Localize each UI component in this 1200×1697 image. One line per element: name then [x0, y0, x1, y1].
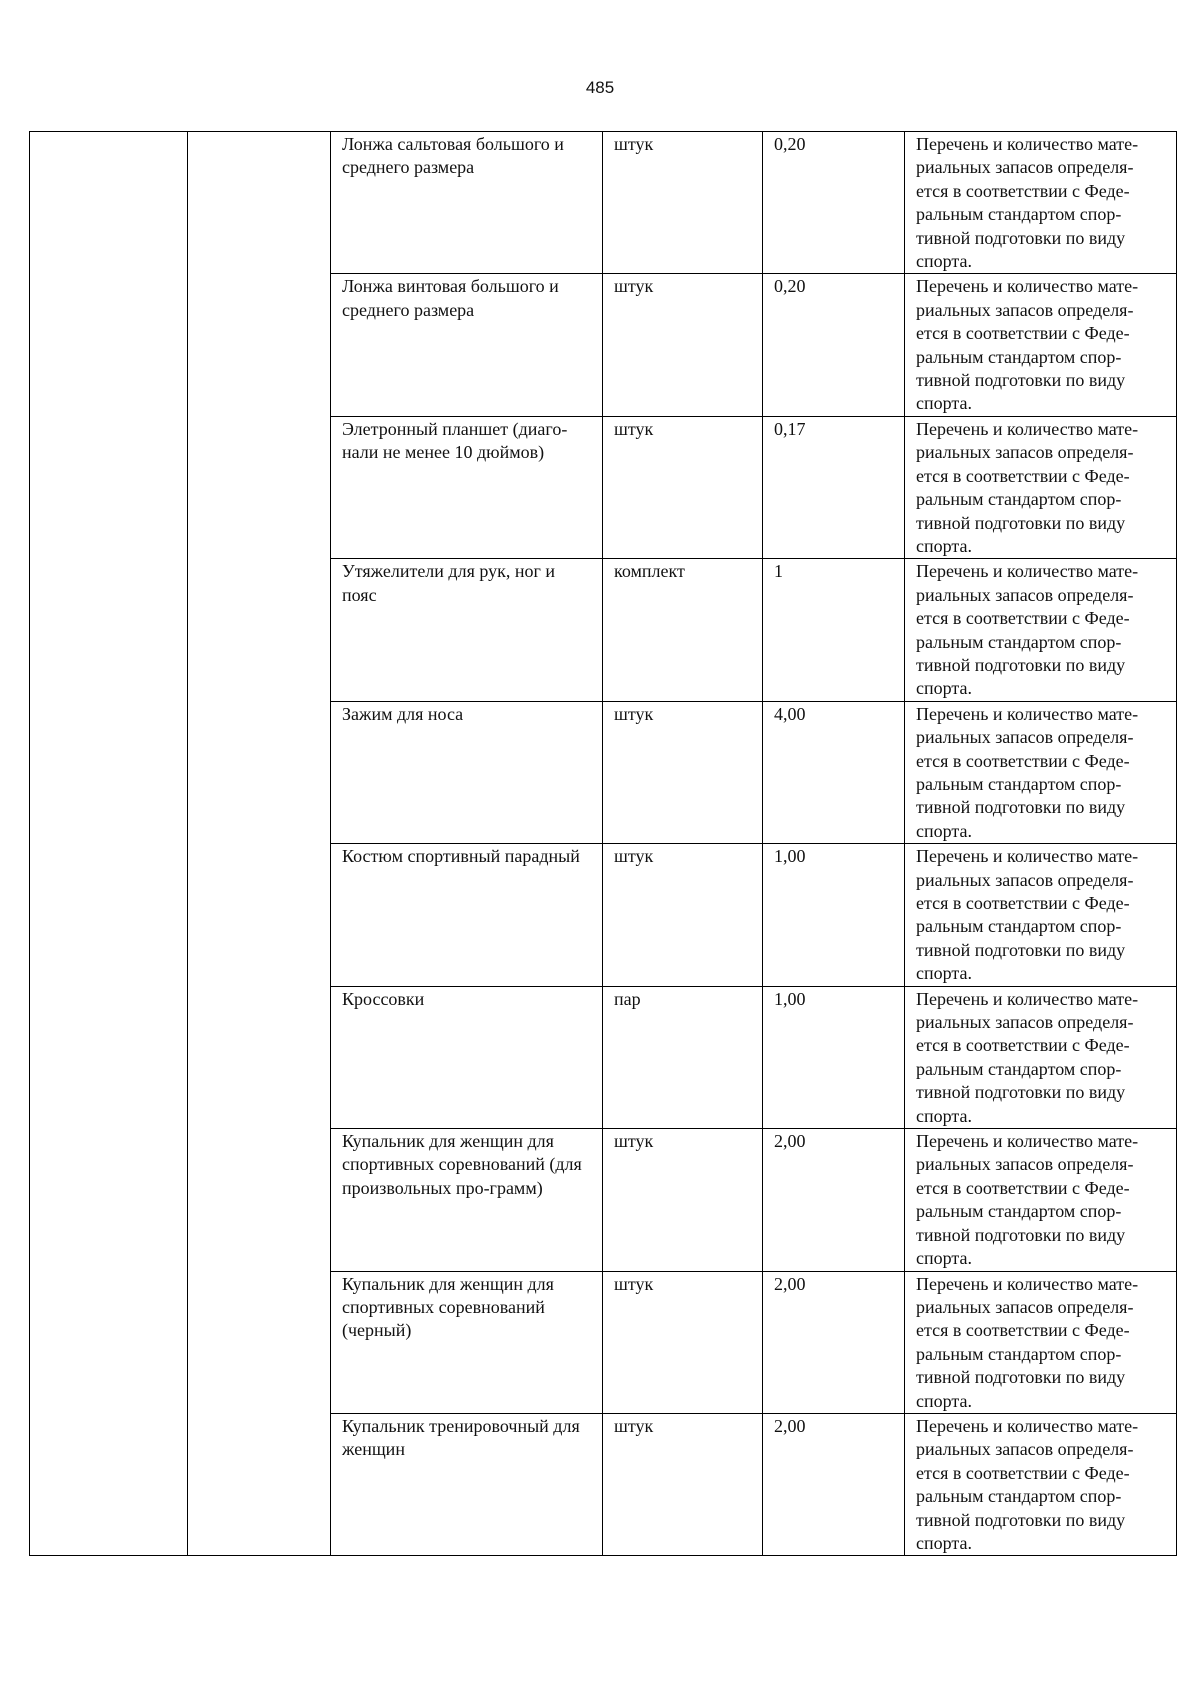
note-line: тивной подготовки по виду [916, 939, 1126, 960]
second-blank-cell [188, 132, 331, 1556]
note-line: ется в соответствии с Феде- [916, 465, 1130, 486]
note-cell [905, 274, 1177, 416]
page-number: 485 [585, 78, 615, 97]
note-line: спорта. [916, 820, 972, 841]
note-line: тивной подготовки по виду [916, 654, 1126, 675]
note-line: спорта. [916, 251, 972, 272]
note-line: ральным стандартом спор- [916, 1201, 1122, 1222]
item-name-cell: Костюм спортивный парадный [331, 844, 603, 986]
left-blank-cell [30, 132, 188, 1556]
note-line: Перечень и количество мате- [916, 418, 1139, 439]
note-cell [905, 559, 1177, 701]
note-line: спорта. [916, 535, 972, 556]
note-line: спорта. [916, 393, 972, 414]
note-line: ральным стандартом спор- [916, 773, 1122, 794]
note-line: тивной подготовки по виду [916, 370, 1126, 391]
item-name-cell: Кроссовки [331, 986, 603, 1128]
note-line: Перечень и количество мате- [916, 1415, 1139, 1436]
note-line: ется в соответствии с Феде- [916, 1462, 1130, 1483]
note-line: Перечень и количество мате- [916, 846, 1139, 867]
note-cell [905, 701, 1177, 843]
equipment-table [29, 131, 1177, 1556]
note-line: риальных запасов определя- [916, 1012, 1134, 1033]
note-line: риальных запасов определя- [916, 584, 1134, 605]
note-line: Перечень и количество мате- [916, 276, 1139, 297]
item-name-cell: Купальник тренировочный для женщин [331, 1413, 603, 1555]
note-line: Перечень и количество мате- [916, 703, 1139, 724]
table-row [30, 132, 1177, 274]
note-cell [905, 1271, 1177, 1413]
item-name-cell: Купальник для женщин для спортивных соревнований (черный) [331, 1271, 603, 1413]
unit-cell: штук [603, 1271, 763, 1413]
note-line: риальных запасов определя- [916, 727, 1134, 748]
note-line: ральным стандартом спор- [916, 916, 1122, 937]
unit-cell: штук [603, 132, 763, 274]
note-line: Перечень и количество мате- [916, 1273, 1139, 1294]
note-line: ральным стандартом спор- [916, 204, 1122, 225]
quantity-cell: 2,00 [763, 1129, 905, 1271]
quantity-cell: 1 [763, 559, 905, 701]
note-line: ется в соответствии с Феде- [916, 323, 1130, 344]
note-line: Перечень и количество мате- [916, 1131, 1139, 1152]
item-name-cell: Утяжелители для рук, ног и пояс [331, 559, 603, 701]
item-name-cell: Элетронный планшет (диаго-нали не менее 10 дюймов) [331, 416, 603, 558]
note-line: тивной подготовки по виду [916, 797, 1126, 818]
note-line: ется в соответствии с Феде- [916, 750, 1130, 771]
quantity-cell: 1,00 [763, 844, 905, 986]
note-line: риальных запасов определя- [916, 157, 1134, 178]
quantity-cell: 4,00 [763, 701, 905, 843]
note-line: спорта. [916, 1532, 972, 1553]
quantity-cell: 0,17 [763, 416, 905, 558]
note-line: тивной подготовки по виду [916, 1509, 1126, 1530]
item-name-cell: Купальник для женщин для спортивных соревнований (для произвольных про-грамм) [331, 1129, 603, 1271]
note-line: риальных запасов определя- [916, 1296, 1134, 1317]
note-line: риальных запасов определя- [916, 869, 1134, 890]
note-line: ральным стандартом спор- [916, 346, 1122, 367]
unit-cell: штук [603, 1129, 763, 1271]
note-cell [905, 986, 1177, 1128]
note-line: тивной подготовки по виду [916, 512, 1126, 533]
note-line: Перечень и количество мате- [916, 134, 1139, 154]
note-line: ральным стандартом спор- [916, 1343, 1122, 1364]
note-line: ется в соответствии с Феде- [916, 608, 1130, 629]
unit-cell: комплект [603, 559, 763, 701]
note-line: тивной подготовки по виду [916, 1224, 1126, 1245]
note-line: ется в соответствии с Феде- [916, 180, 1130, 201]
note-line: спорта. [916, 1390, 972, 1411]
note-line: ется в соответствии с Феде- [916, 1035, 1130, 1056]
note-line: спорта. [916, 678, 972, 699]
unit-cell: штук [603, 844, 763, 986]
note-line: спорта. [916, 963, 972, 984]
note-line: спорта. [916, 1248, 972, 1269]
note-cell [905, 844, 1177, 986]
unit-cell: штук [603, 416, 763, 558]
unit-cell: штук [603, 701, 763, 843]
quantity-cell: 0,20 [763, 132, 905, 274]
note-line: Перечень и количество мате- [916, 988, 1139, 1009]
quantity-cell: 2,00 [763, 1271, 905, 1413]
item-name-cell: Зажим для носа [331, 701, 603, 843]
note-line: ральным стандартом спор- [916, 631, 1122, 652]
quantity-cell: 2,00 [763, 1413, 905, 1555]
unit-cell: штук [603, 1413, 763, 1555]
item-name-cell: Лонжа винтовая большого и среднего размера [331, 274, 603, 416]
note-line: тивной подготовки по виду [916, 1367, 1126, 1388]
note-line: ется в соответствии с Феде- [916, 1177, 1130, 1198]
note-cell [905, 132, 1177, 274]
note-line: тивной подготовки по виду [916, 227, 1126, 248]
note-line: Перечень и количество мате- [916, 561, 1139, 582]
note-line: тивной подготовки по виду [916, 1082, 1126, 1103]
note-cell [905, 1129, 1177, 1271]
note-line: риальных запасов определя- [916, 299, 1134, 320]
note-cell [905, 1413, 1177, 1555]
unit-cell: штук [603, 274, 763, 416]
note-line: ется в соответствии с Феде- [916, 893, 1130, 913]
note-line: ральным стандартом спор- [916, 1486, 1122, 1507]
note-line: риальных запасов определя- [916, 1439, 1134, 1460]
note-line: спорта. [916, 1105, 972, 1126]
item-name-cell: Лонжа сальтовая большого и среднего размера [331, 132, 603, 274]
quantity-cell: 0,20 [763, 274, 905, 416]
note-line: ральным стандартом спор- [916, 489, 1122, 510]
note-line: ется в соответствии с Феде- [916, 1320, 1130, 1341]
note-cell [905, 416, 1177, 558]
note-line: ральным стандартом спор- [916, 1058, 1122, 1079]
quantity-cell: 1,00 [763, 986, 905, 1128]
note-line: риальных запасов определя- [916, 1154, 1134, 1175]
note-line: риальных запасов определя- [916, 442, 1134, 463]
unit-cell: пар [603, 986, 763, 1128]
